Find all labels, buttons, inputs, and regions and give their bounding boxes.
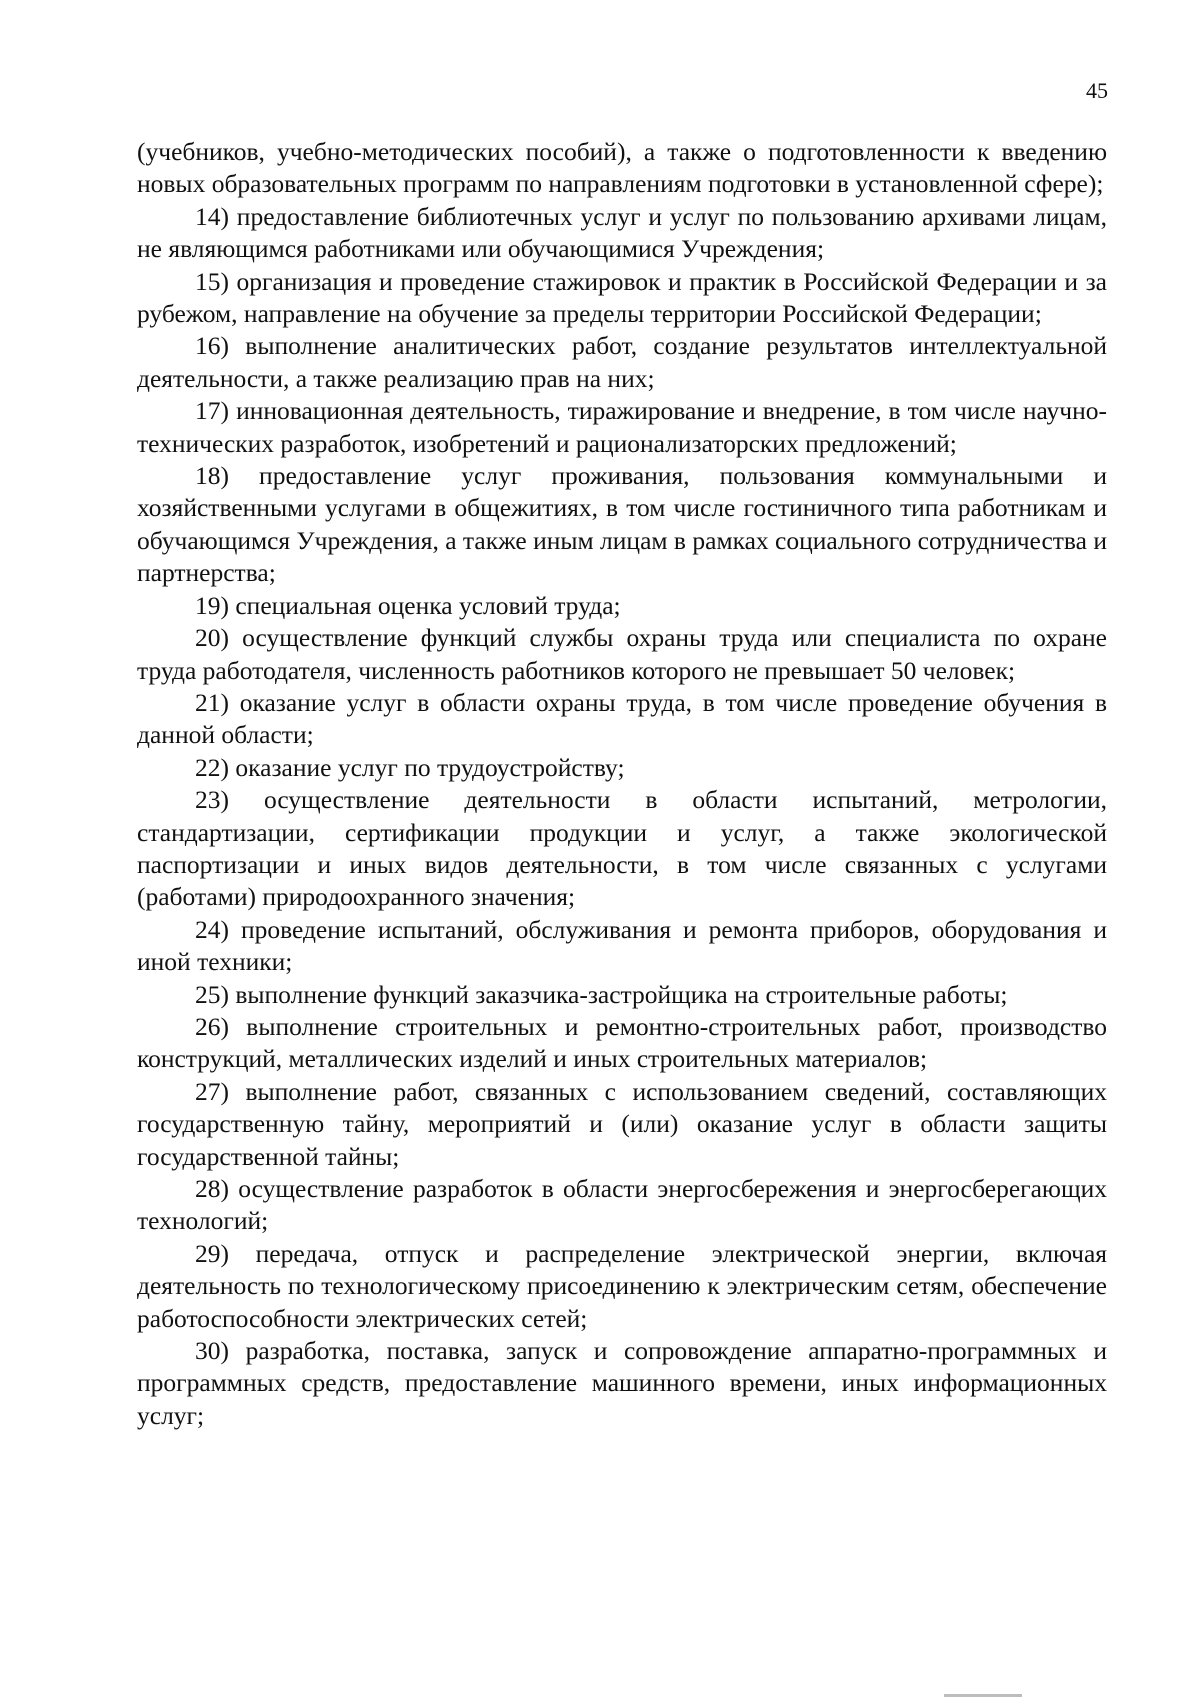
list-item-22: 22) оказание услуг по трудоустройству;	[195, 752, 625, 782]
list-item-19: 19) специальная оценка условий труда;	[195, 590, 621, 620]
list-item-21: 21) оказание услуг в области охраны труда, в том числе проведение обучения в данной области;	[137, 687, 1107, 750]
document-body	[137, 136, 1107, 1432]
scan-artifact	[944, 1694, 1022, 1697]
list-item-29: 29) передача, отпуск и распределение электрической энергии, включая деятельность по технологическому присоединению к электрическим сетям, обеспечение работоспособности электрических сетей;	[137, 1238, 1107, 1333]
page-number: 45	[1086, 78, 1108, 103]
list-item-14: 14) предоставление библиотечных услуг и услуг по пользованию архивами лицам, не являющимся работниками или обучающимися Учреждения;	[137, 201, 1107, 264]
list-item-17: 17) инновационная деятельность, тиражирование и внедрение, в том числе научно-технических разработок, изобретений и рационализаторских предложений;	[137, 396, 1107, 458]
list-item-25: 25) выполнение функций заказчика-застройщика на строительные работы;	[195, 979, 1008, 1009]
list-item-24: 24) проведение испытаний, обслуживания и ремонта приборов, оборудования и иной техники;	[137, 914, 1107, 977]
list-item-20: 20) осуществление функций службы охраны труда или специалиста по охране труда работодателя, численность работников которого не превышает 50 человек;	[137, 623, 1107, 685]
list-item-28: 28) осуществление разработок в области энергосбережения и энергосберегающих технологий;	[137, 1174, 1107, 1236]
list-item-15: 15) организация и проведение стажировок и практик в Российской Федерации и за рубежом, направление на обучение за пределы территории Российской Федерации;	[137, 266, 1107, 329]
list-item-16: 16) выполнение аналитических работ, создание результатов интеллектуальной деятельности, а также реализацию прав на них;	[137, 331, 1107, 393]
list-item-18: 18) предоставление услуг проживания, пользования коммунальными и хозяйственными услугами в общежитиях, в том числе гостиничного типа работникам и обучающимся Учреждения, а также иным лицам в рамках социального сотрудничества и партнерства;	[137, 461, 1107, 588]
list-item-27: 27) выполнение работ, связанных с использованием сведений, составляющих государственную тайну, мероприятий и (или) оказание услуг в области защиты государственной тайны;	[137, 1076, 1107, 1171]
list-item-23: 23) осуществление деятельности в области испытаний, метрологии, стандартизации, сертификации продукции и услуг, а также экологической паспортизации и иных видов деятельности, в том числе связанных с услугами (работами) природоохранного значения;	[137, 785, 1107, 912]
list-item-26: 26) выполнение строительных и ремонтно-строительных работ, производство конструкций, металлических изделий и иных строительных материалов;	[137, 1011, 1107, 1074]
paragraph-continuation: (учебников, учебно-методических пособий), а также о подготовленности к введению новых образовательных программ по направлениям подготовки в установленной сфере);	[137, 137, 1107, 199]
list-item-30: 30) разработка, поставка, запуск и сопровождение аппаратно-программных и программных средств, предоставление машинного времени, иных информационных услуг;	[137, 1336, 1107, 1430]
